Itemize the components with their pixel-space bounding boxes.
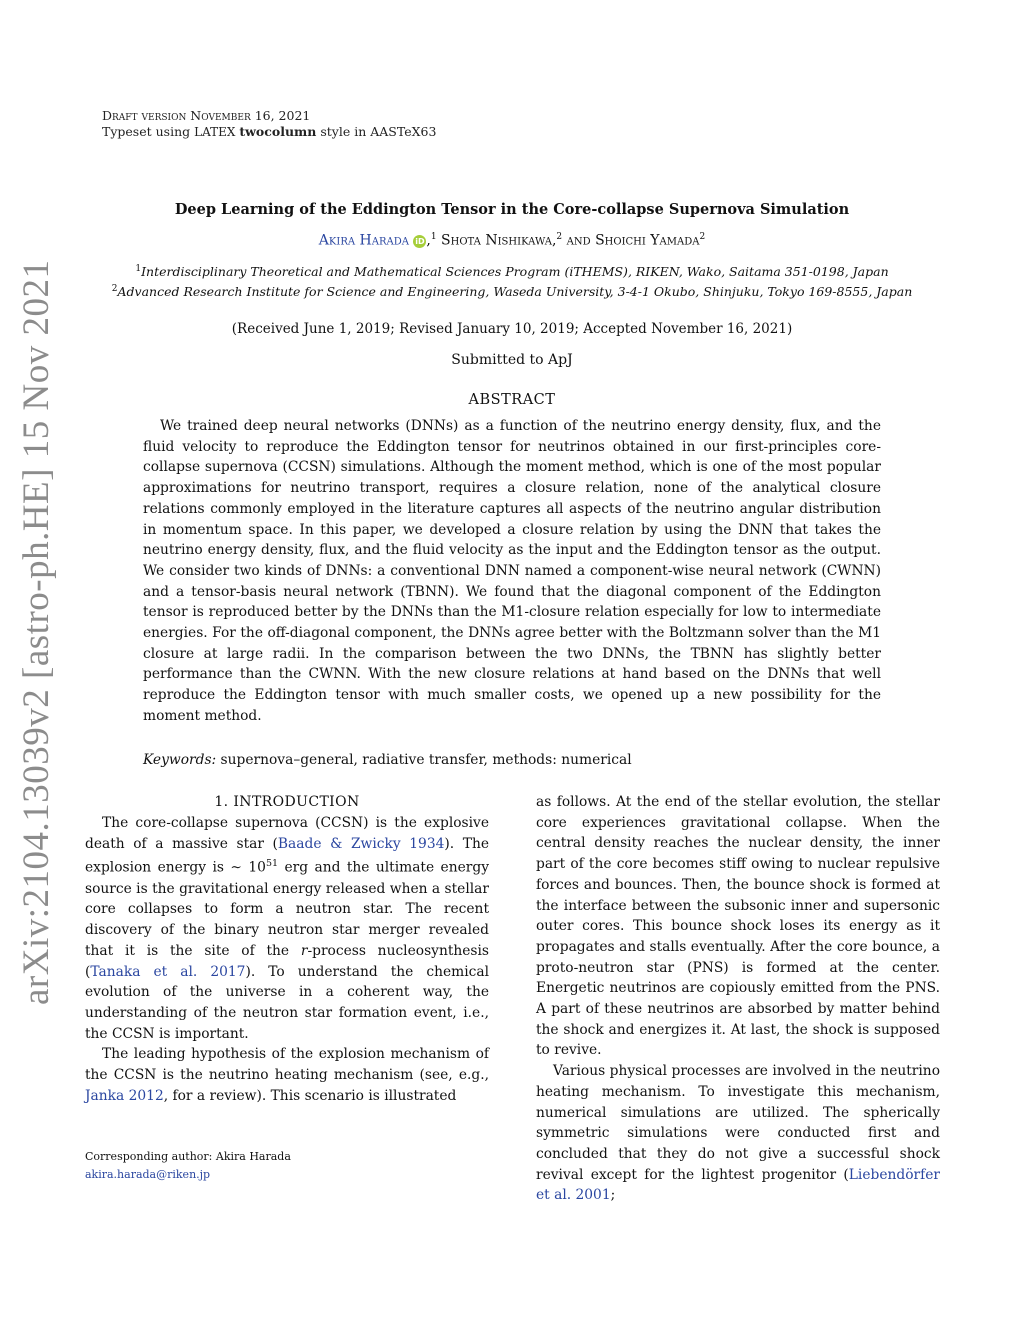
paragraph-text: , for a review). This scenario is illustrated — [163, 1087, 457, 1104]
paragraph-text: The leading hypothesis of the explosion mechanism of the CCSN is the neutrino heating mechanism (see, e.g., — [85, 1046, 489, 1084]
latex-logo: LATEX — [194, 125, 236, 139]
corresponding-author-footnote — [85, 1148, 291, 1184]
paragraph-text: erg and the ultimate energy source is the gravitational energy released when a stellar core collapses to form a neutron star. The recent discovery of the binary neutron star merger revealed that it is the site of the — [85, 860, 489, 959]
right-column — [536, 792, 940, 1206]
arxiv-identifier-stamp: arXiv:2104.13039v2 [astro-ph.HE] 15 Nov 2021 — [16, 259, 57, 1005]
author-name: Shota Nishikawa — [441, 232, 552, 249]
author-affil-sup: 1 — [430, 232, 437, 242]
submitted-to: Submitted to ApJ — [451, 352, 573, 368]
author-and: and — [566, 232, 591, 249]
affiliation-1 — [0, 264, 1024, 279]
typeset-line — [102, 124, 436, 140]
keywords-list: supernova–general, radiative transfer, methods: numerical — [216, 752, 632, 768]
paragraph-text: ; — [610, 1187, 616, 1204]
intro-paragraph-4 — [536, 1061, 940, 1206]
keywords-label: Keywords: — [143, 752, 217, 768]
email-link[interactable]: akira.harada@riken.jp — [85, 1168, 211, 1181]
citation-link[interactable]: Baade & Zwicky 1934 — [277, 835, 445, 852]
received-dates: (Received June 1, 2019; Revised January 10, 2019; Accepted November 16, 2021) — [231, 321, 793, 337]
exponent: 51 — [265, 858, 279, 870]
affiliation-text: Advanced Research Institute for Science and Engineering, Waseda University, 3-4-1 Okubo, Shinjuku, Tokyo 169-8555, Japan — [117, 284, 913, 300]
typeset-prefix: Typeset using — [102, 124, 195, 139]
citation-link[interactable]: Janka 2012 — [85, 1087, 164, 1104]
author-affil-sup: 2 — [556, 232, 563, 242]
r-process-italic: r — [300, 942, 308, 959]
author-list: Akira Harada iD ,$^1$ Shota Nishikawa,$^2$ and Shoichi Yamada$^2$ — [318, 232, 706, 249]
abstract-body: We trained deep neural networks (DNNs) as a function of the neutrino energy density, flux, and the fluid velocity to reproduce the Eddington tensor for neutrinos obtained in our first-principles core-collapse supernova (CCSN) simulations. Although the moment method, which is one of the most popular approximations for neutrino transport, requires a closure relation, none of the analytical closure relations commonly employed in the literature captures all aspects of the neutrino angular distribution in momentum space. In this paper, we developed a closure relation by using the DNN that takes the neutrino energy density, flux, and the fluid velocity as the input and the Eddington tensor as the output. We consider two kinds of DNNs: a conventional DNN named a component-wise neural network (CWNN) and a tensor-basis neural network (TBNN). We found that the diagonal component of the Eddington tensor is reproduced better by the DNNs than the M1-closure relation especially for low to intermediate energies. For the off-diagonal component, the DNNs agree better with the Boltzmann solver than the M1 closure at large radii. In the comparison between the two DNNs, the TBNN has slightly better performance than the CWNN. With the new closure relations at hand based on the DNNs that well reproduce the Eddington tensor with much smaller costs, we opened up a new possibility for the moment method. — [143, 418, 881, 724]
citation-link[interactable]: Tanaka et al. 2017 — [90, 963, 246, 980]
keywords-line — [143, 752, 632, 768]
citation-link[interactable]: Liebendörfer et al. 2001 — [536, 1166, 940, 1204]
affiliation-text: Interdisciplinary Theoretical and Mathematical Sciences Program (iTHEMS), RIKEN, Wako, Saitama 351-0198, Japan — [141, 264, 889, 280]
paper-title: Deep Learning of the Eddington Tensor in the Core-collapse Supernova Simulation — [174, 201, 850, 218]
orcid-icon[interactable]: iD — [415, 236, 425, 246]
paragraph-text: The core-collapse supernova (CCSN) is the explosive death of a massive star ( — [85, 815, 489, 852]
affiliation-number: 1 — [135, 264, 142, 274]
intro-paragraph-2 — [85, 1044, 489, 1106]
corresponding-author: Corresponding author: Akira Harada — [85, 1150, 291, 1163]
left-column — [85, 792, 489, 1106]
abstract-heading: ABSTRACT — [468, 392, 556, 408]
paragraph-text: Various physical processes are involved in the neutrino heating mechanism. To investigate this mechanism, numerical simulations are utilized. The spherically symmetric simulations were conducted first and concluded that they do not give a successful shock revival except for the lightest progenitor ( — [536, 1063, 940, 1183]
intro-paragraph-3: as follows. At the end of the stellar evolution, the stellar core experiences gravitational collapse. When the central density reaches the nuclear density, the inner part of the core becomes stiff owing to nuclear repulsive forces and bounces. Then, the bounce shock is formed at the interface between the subsonic inner and supersonic outer cores. This bounce shock loses its energy as it propagates and stalls eventually. After the core bounce, a proto-neutron star (PNS) is formed at the center. Energetic neutrinos are copiously emitted from the PNS. A part of these neutrinos are absorbed by matter behind the shock and energizes it. At last, the shock is supposed to revive. — [536, 794, 940, 1059]
section-heading: 1. INTRODUCTION — [214, 794, 360, 810]
intro-paragraph-1 — [85, 813, 489, 1044]
typeset-suffix: style in AASTeX63 — [316, 124, 437, 139]
draft-version-line: Draft version November 16, 2021 — [102, 108, 311, 123]
affiliation-2 — [0, 284, 1024, 299]
author-affil-sup: 2 — [699, 232, 706, 242]
affiliation-number: 2 — [111, 284, 118, 294]
paragraph-text: ). The explosion energy is ∼ 10 — [85, 835, 489, 876]
author-name[interactable]: Akira Harada — [318, 232, 409, 249]
typeset-bold: twocolumn — [239, 124, 317, 139]
paragraph-text: ). To understand the chemical evolution of the universe in a coherent way, the understanding of the neutron star formation event, i.e., the CCSN is important. — [85, 963, 489, 1042]
paragraph-text: -process nucleosynthesis ( — [85, 942, 489, 980]
author-name: Shoichi Yamada — [595, 232, 700, 249]
